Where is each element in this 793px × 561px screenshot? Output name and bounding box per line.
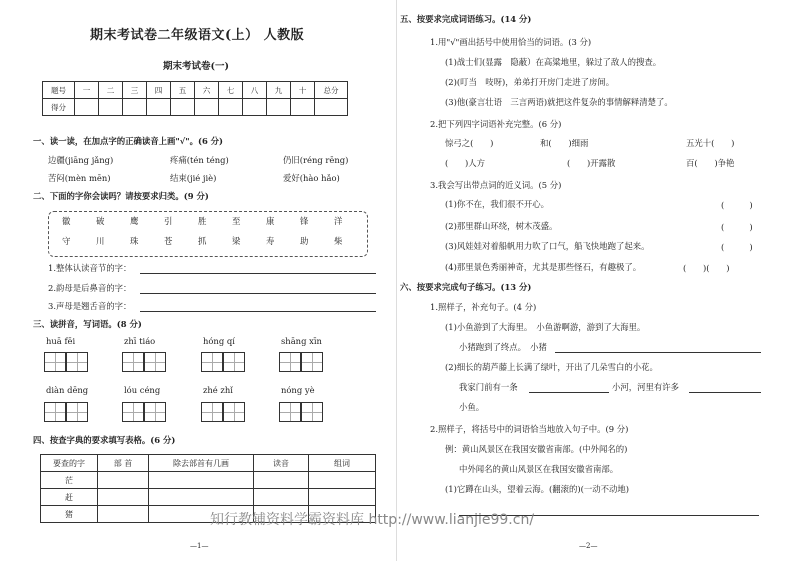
q6-item: 我家门前有一条: [459, 382, 518, 392]
table-cell[interactable]: [309, 472, 376, 489]
q1-item[interactable]: 爱好(hào hǎo): [283, 173, 340, 183]
score-cell: 总分: [315, 82, 348, 99]
writing-grid[interactable]: [301, 352, 323, 372]
q1-heading: 一、读一读，在加点字的正确读音上画"√"。(6 分): [33, 136, 224, 146]
q5-item[interactable]: (3)他(豪言壮语 三言两语)就把这件复杂的事情解释清楚了。: [445, 97, 673, 107]
pinyin: zhī tiáo: [124, 336, 156, 346]
answer-line[interactable]: [140, 293, 376, 294]
q6-part: 2.照样子，将括号中的词语恰当地放入句子中。(9 分): [430, 424, 629, 434]
q5-item: (3)风娃娃对着船帆用力吹了口气，船飞快地跑了起来。: [445, 241, 650, 251]
idiom-blank[interactable]: 五光十( ): [686, 138, 735, 148]
score-input[interactable]: [195, 99, 219, 116]
char: 寿: [266, 236, 275, 246]
idiom-blank[interactable]: 惊弓之( ): [445, 138, 494, 148]
pinyin: hóng qí: [203, 336, 235, 346]
score-cell: 九: [267, 82, 291, 99]
score-cell: 十: [291, 82, 315, 99]
score-input[interactable]: [267, 99, 291, 116]
q1-item[interactable]: 仍旧(réng rēng): [283, 155, 349, 165]
answer-line[interactable]: [555, 352, 761, 353]
answer-paren[interactable]: ( ): [721, 222, 753, 232]
q5-part: 1.用"√"画出括号中使用恰当的词语。(3 分): [430, 37, 592, 47]
char: 引: [164, 216, 173, 226]
q5-item: (4)那里景色秀丽神奇，尤其是那些怪石，有趣极了。: [445, 262, 642, 272]
idiom-blank[interactable]: ( )开露散: [567, 158, 616, 168]
q2-line-label: 1.整体认读音节的字：: [48, 263, 132, 273]
lookup-char: 赶: [41, 489, 98, 506]
table-cell[interactable]: [309, 489, 376, 506]
table-cell[interactable]: [254, 489, 309, 506]
answer-line[interactable]: [140, 273, 376, 274]
answer-paren[interactable]: ( ): [721, 200, 753, 210]
score-cell: 二: [99, 82, 123, 99]
q6-heading: 六、按要求完成句子练习。(13 分): [400, 282, 532, 292]
pinyin: shāng xīn: [281, 336, 322, 346]
q1-item[interactable]: 结束(jié jiè): [170, 173, 217, 183]
writing-grid[interactable]: [44, 402, 66, 422]
q5-heading: 五、按要求完成词语练习。(14 分): [400, 14, 532, 24]
q6-example: 中外闻名的黄山风景区在我国安徽省南部。: [459, 464, 619, 474]
score-table: [42, 81, 348, 116]
lookup-char: 茫: [41, 472, 98, 489]
q4-heading: 四、按查字典的要求填写表格。(6 分): [33, 435, 176, 445]
q1-item[interactable]: 苦闷(mèn mēn): [48, 173, 111, 183]
table-cell[interactable]: [98, 489, 149, 506]
q5-item[interactable]: (2)(叮当 吱呀)，弟弟打开房门走进了房间。: [445, 77, 615, 87]
char: 柴: [334, 236, 343, 246]
q5-item: (1)你不在，我们很不开心。: [445, 199, 549, 209]
pinyin: lóu céng: [124, 385, 161, 395]
score-table-score-row: [43, 99, 348, 116]
writing-grid[interactable]: [279, 352, 301, 372]
answer-line[interactable]: [529, 392, 609, 393]
idiom-blank[interactable]: 百( )争艳: [686, 158, 735, 168]
score-cell: 四: [147, 82, 171, 99]
q2-heading: 二、下面的字你会读吗？请按要求归类。(9 分): [33, 191, 209, 201]
pinyin: zhé zhǐ: [203, 385, 233, 395]
score-label: 得分: [43, 99, 75, 116]
q5-item[interactable]: (1)战士们(显露 隐蔽）在高粱地里，躲过了敌人的搜查。: [445, 57, 662, 67]
pinyin: diàn dēng: [46, 385, 89, 395]
page-title: 期末考试卷二年级语文(上） 人教版: [90, 28, 305, 43]
char: 川: [96, 236, 105, 246]
table-header: 部 首: [98, 455, 149, 472]
writing-grid[interactable]: [144, 352, 166, 372]
table-header: 读音: [254, 455, 309, 472]
score-input[interactable]: [75, 99, 99, 116]
char: 助: [300, 236, 309, 246]
q5-item: (2)那里群山环绕，树木茂盛。: [445, 221, 558, 231]
score-input[interactable]: [243, 99, 267, 116]
char: 徽: [62, 216, 71, 226]
char: 康: [266, 216, 275, 226]
table-cell[interactable]: [149, 489, 254, 506]
q6-item: 小河，河里有许多: [612, 382, 679, 392]
score-cell: 六: [195, 82, 219, 99]
char: 胜: [198, 216, 207, 226]
table-header: 除去部首有几画: [149, 455, 254, 472]
char: 苍: [164, 236, 173, 246]
writing-grid[interactable]: [301, 402, 323, 422]
q3-heading: 三、读拼音，写词语。(8 分): [33, 319, 142, 329]
table-row: [41, 472, 376, 489]
q6-example: 例：黄山风景区在我国安徽省南部。(中外闻名的): [445, 444, 628, 454]
q6-item: 小鱼。: [459, 402, 485, 412]
char: 锋: [300, 216, 309, 226]
score-input[interactable]: [99, 99, 123, 116]
answer-paren[interactable]: ( )( ): [683, 263, 730, 273]
writing-grid[interactable]: [44, 352, 66, 372]
writing-grid[interactable]: [223, 352, 245, 372]
table-cell[interactable]: [149, 472, 254, 489]
char: 破: [96, 216, 105, 226]
table-header-row: [41, 455, 376, 472]
writing-grid[interactable]: [201, 352, 223, 372]
writing-grid[interactable]: [201, 402, 223, 422]
answer-line[interactable]: [140, 311, 376, 312]
score-input[interactable]: [219, 99, 243, 116]
q2-line-label: 3.声母是翘舌音的字：: [48, 301, 132, 311]
pinyin: huā fēi: [46, 336, 76, 346]
score-input[interactable]: [315, 99, 348, 116]
watermark: 知行教辅资料学霸资料库 http://www.lianjie99.cn/: [210, 512, 535, 528]
table-header: 要查的字: [41, 455, 98, 472]
idiom-blank[interactable]: 和( )细雨: [540, 138, 589, 148]
char: 梁: [232, 236, 241, 246]
writing-grid[interactable]: [279, 402, 301, 422]
score-cell: 八: [243, 82, 267, 99]
left-page: [0, 0, 396, 561]
score-cell: 一: [75, 82, 99, 99]
table-header: 组词: [309, 455, 376, 472]
q1-item[interactable]: 疼痛(tén téng): [170, 155, 229, 165]
char: 守: [62, 236, 71, 246]
q2-line-label: 2.韵母是后鼻音的字：: [48, 283, 132, 293]
char: 抓: [198, 236, 207, 246]
char: 珠: [130, 236, 139, 246]
score-cell: 五: [171, 82, 195, 99]
idiom-blank[interactable]: ( )人方: [445, 158, 486, 168]
q6-item: (2)细长的葫芦藤上长满了绿叶，开出了几朵雪白的小花。: [445, 362, 658, 372]
q1-item[interactable]: 边疆(jiāng jǎng): [48, 155, 114, 165]
answer-line[interactable]: [689, 392, 761, 393]
score-input[interactable]: [123, 99, 147, 116]
table-row: [41, 489, 376, 506]
q6-part: 1.照样子，补充句子。(4 分): [430, 302, 537, 312]
answer-paren[interactable]: ( ): [721, 242, 753, 252]
writing-grid[interactable]: [122, 402, 144, 422]
lookup-char: 猪: [41, 506, 98, 523]
table-cell[interactable]: [98, 506, 149, 523]
writing-grid[interactable]: [144, 402, 166, 422]
writing-grid[interactable]: [66, 352, 88, 372]
writing-grid[interactable]: [122, 352, 144, 372]
page-number: —1—: [190, 542, 209, 550]
q6-item: (1)小鱼游到了大海里。 小鱼游啊游，游到了大海里。: [445, 322, 646, 332]
score-input[interactable]: [171, 99, 195, 116]
q6-item: (1)它蹲在山头，望着云海。(翻滚的)(一动不动地): [445, 484, 630, 494]
writing-grid[interactable]: [66, 402, 88, 422]
char: 洋: [334, 216, 343, 226]
score-table-header-row: [43, 82, 348, 99]
exam-subtitle: 期末考试卷(一): [163, 61, 229, 72]
right-page: [397, 0, 793, 561]
q5-part: 3.我会写出带点词的近义词。(5 分): [430, 180, 562, 190]
page-number: —2—: [579, 542, 598, 550]
score-cell: 题号: [43, 82, 75, 99]
q5-part: 2.把下列四字词语补充完整。(6 分): [430, 119, 562, 129]
score-cell: 七: [219, 82, 243, 99]
score-input[interactable]: [291, 99, 315, 116]
table-cell[interactable]: [98, 472, 149, 489]
score-input[interactable]: [147, 99, 171, 116]
table-cell[interactable]: [254, 472, 309, 489]
writing-grid[interactable]: [223, 402, 245, 422]
q6-item: 小猪跑到了终点。 小猪: [459, 342, 547, 352]
char: 至: [232, 216, 241, 226]
char: 鹰: [130, 216, 139, 226]
score-cell: 三: [123, 82, 147, 99]
pinyin: nóng yè: [281, 385, 315, 395]
